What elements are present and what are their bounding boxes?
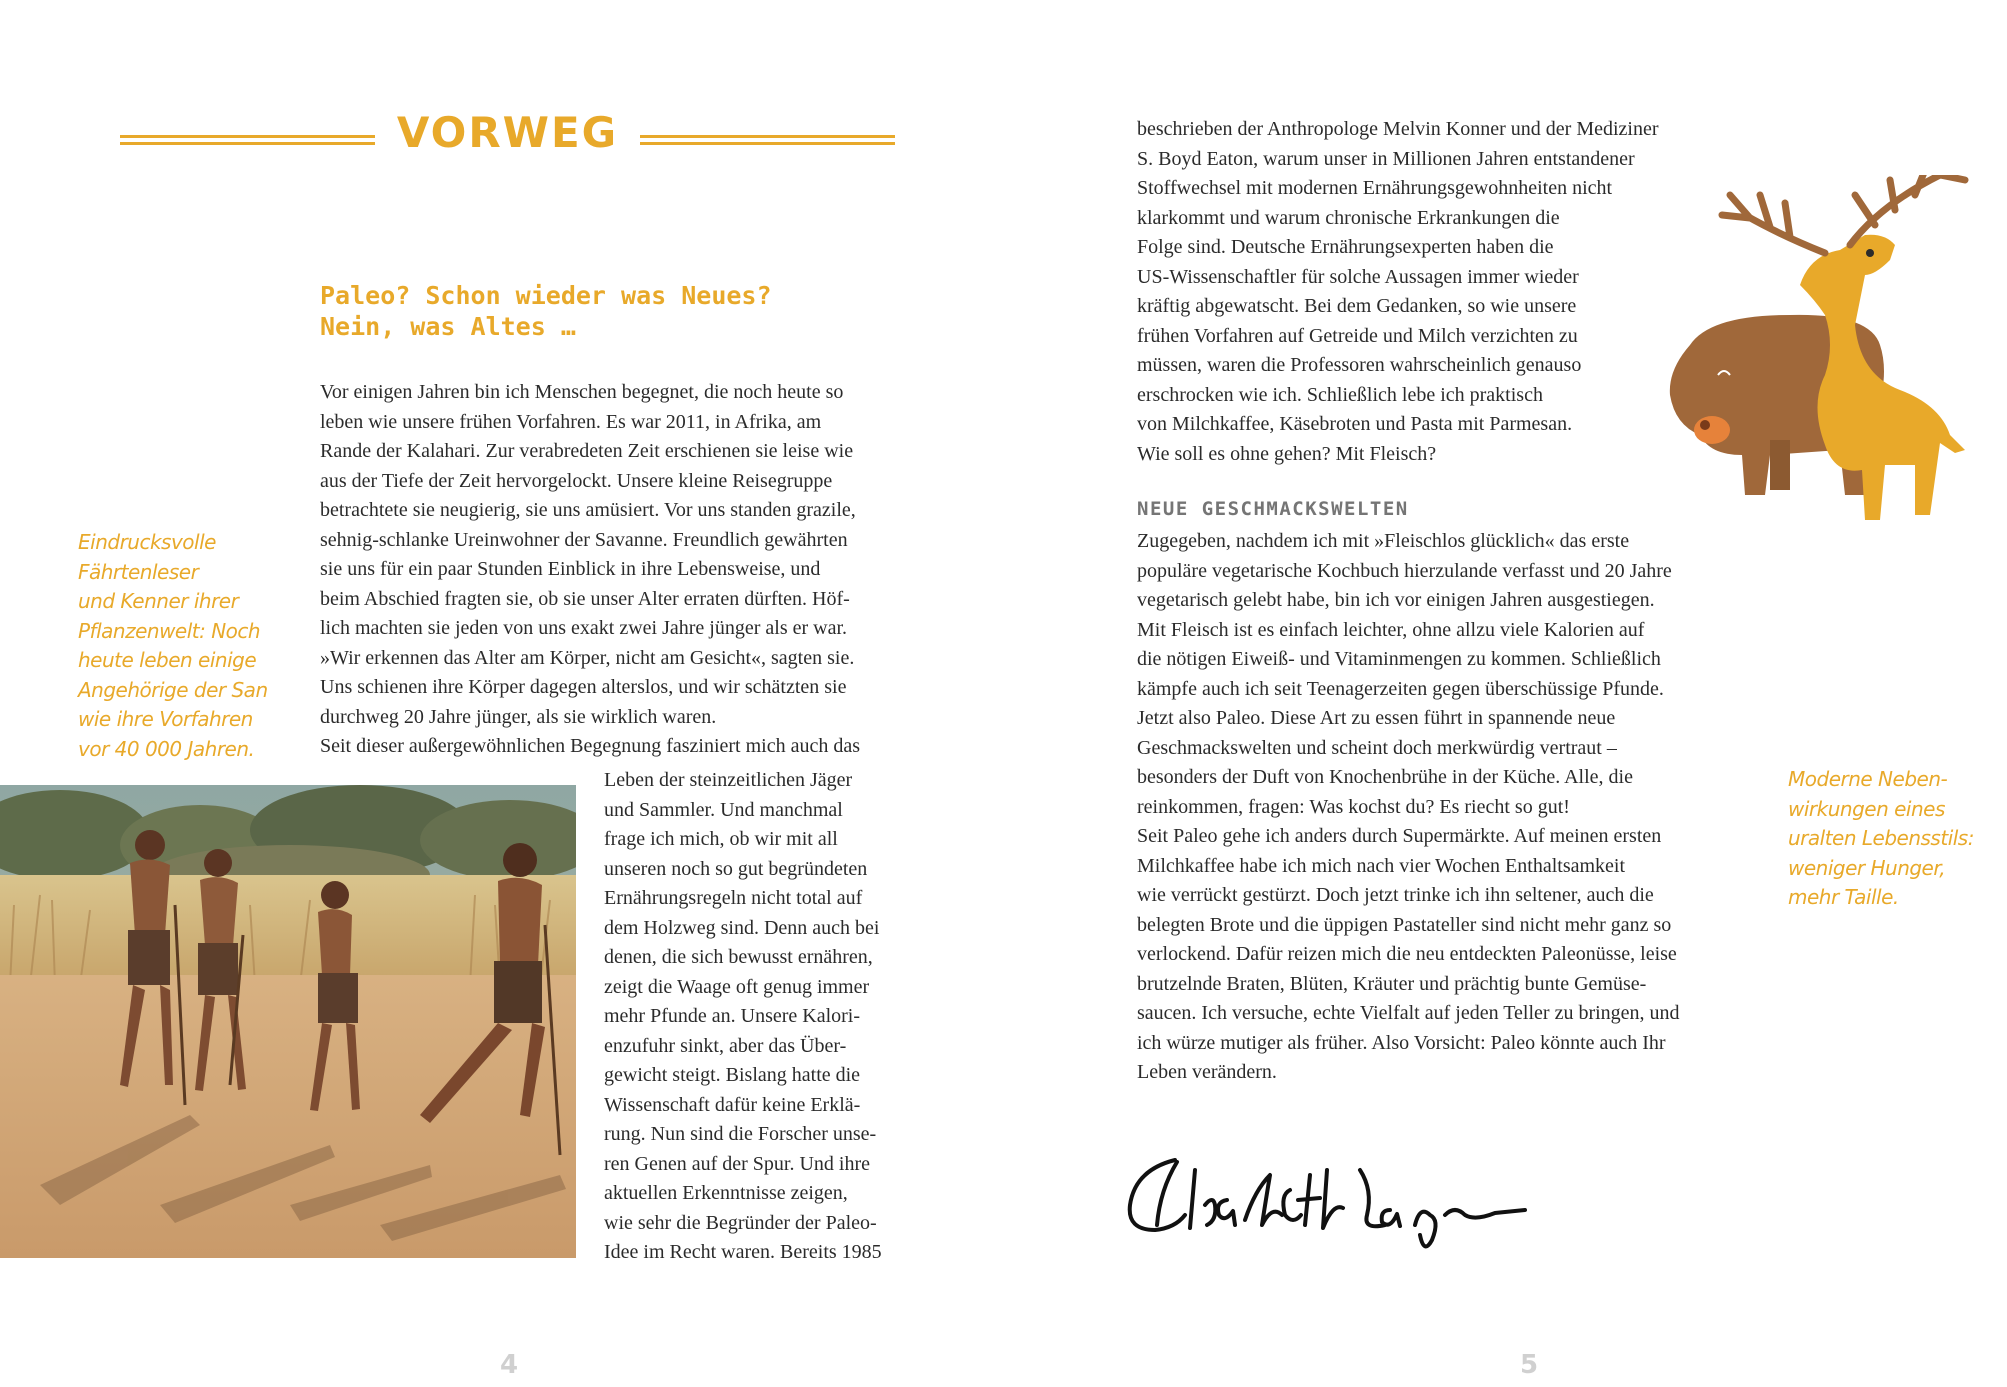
body-text-left-top (320, 378, 900, 762)
note-line: Pflanzenwelt: Noch (78, 618, 261, 643)
text-line: wie verrückt gestürzt. Doch jetzt trinke ich ihn seltener, auch die (1137, 884, 1654, 906)
text-line: die nötigen Eiweiß- und Vitaminmengen zu kommen. Schließlich (1137, 648, 1661, 670)
text-line: Rande der Kalahari. Zur verabredeten Zeit erschienen sie leise wie (320, 440, 854, 462)
note-line: heute leben einige (78, 648, 257, 672)
note-line: uralten Lebensstils: (1788, 826, 1974, 850)
section-subhead (320, 280, 920, 342)
text-line: reinkommen, fragen: Was kochst du? Es riecht so gut! (1137, 795, 1570, 818)
text-line: besonders der Duft von Knochenbrühe in der Küche. Alle, die (1137, 766, 1633, 788)
text-line: verlockend. Dafür reizen mich die neu entdeckten Paleonüsse, leise (1137, 943, 1677, 965)
margin-note-right (1788, 765, 1988, 913)
text-line: denen, die sich bewusst ernähren, (604, 946, 873, 968)
text-line: Mit Fleisch ist es einfach leichter, ohne allzu viele Kalorien auf (1137, 618, 1645, 641)
left-page (0, 0, 1003, 1387)
text-line: klarkommt und warum chronische Erkrankungen die (1137, 206, 1560, 229)
text-line: und Sammler. Und manchmal (604, 798, 843, 821)
text-line: Geschmackswelten und scheint doch merkwürdig vertraut – (1137, 736, 1617, 759)
text-line: Seit Paleo gehe ich anders durch Supermärkte. Auf meinen ersten (1137, 825, 1662, 847)
text-line: durchweg 20 Jahre jünger, als sie wirklich waren. (320, 705, 717, 728)
note-line: Fährtenleser (78, 559, 199, 584)
text-line: betrachtete sie neugierig, sie uns amüsiert. Vor uns standen grazile, (320, 499, 856, 521)
text-line: Folge sind. Deutsche Ernährungsexperten haben die (1137, 236, 1554, 258)
text-line: erschrocken wie ich. Schließlich lebe ich praktisch (1137, 383, 1543, 406)
author-signature (1115, 1130, 1545, 1260)
text-line: Ernährungsregeln nicht total auf (604, 887, 863, 909)
text-line: Uns schienen ihre Körper dagegen alterslos, und wir schätzten sie (320, 676, 847, 698)
subhead-line-1: Paleo? Schon wieder was Neues? (320, 281, 772, 310)
text-line: kämpfe auch ich seit Teenagerzeiten gegen überschüssige Pfunde. (1137, 677, 1664, 700)
text-line: enzufuhr sinkt, aber das Über- (604, 1034, 847, 1057)
page-number-left: 4 (500, 1350, 519, 1380)
text-line: Vor einigen Jahren bin ich Menschen begegnet, die noch heute so (320, 381, 844, 403)
text-line: Jetzt also Paleo. Diese Art zu essen führt in spannende neue (1137, 707, 1616, 729)
text-line: Idee im Recht waren. Bereits 1985 (604, 1241, 882, 1263)
note-line: wirkungen eines (1788, 796, 1945, 821)
text-line: kräftig abgewatscht. Bei dem Gedanken, so wie unsere (1137, 295, 1577, 317)
text-line: unseren noch so gut begründeten (604, 857, 868, 880)
text-line: US-Wissenschaftler für solche Aussagen immer wieder (1137, 265, 1579, 288)
text-line: Wissenschaft dafür keine Erklä- (604, 1093, 861, 1116)
text-line: rung. Nun sind die Forscher unse- (604, 1123, 877, 1145)
text-line: müssen, waren die Professoren wahrscheinlich genauso (1137, 354, 1582, 376)
text-line: ren Genen auf der Spur. Und ihre (604, 1152, 871, 1175)
text-line: S. Boyd Eaton, warum unser in Millionen Jahren entstandener (1137, 147, 1635, 170)
text-line: vegetarisch gelebt habe, bin ich vor einigen Jahren ausgestiegen. (1137, 589, 1655, 611)
text-line: frage ich mich, ob wir mit all (604, 828, 838, 850)
body-text-right-bottom (1137, 527, 1737, 1088)
note-line: wie ihre Vorfahren (78, 707, 253, 731)
margin-note-left (78, 528, 278, 764)
text-line: belegten Brote und die üppigen Pastateller sind nicht mehr ganz so (1137, 913, 1672, 936)
bear-and-moose-illustration (1650, 175, 1980, 545)
body-text-left-bottom (604, 766, 904, 1268)
chapter-title: VORWEG (396, 108, 619, 157)
text-line: Milchkaffee habe ich mich nach vier Wochen Enthaltsamkeit (1137, 854, 1626, 877)
text-line: mehr Pfunde an. Unsere Kalori- (604, 1005, 861, 1027)
subhead-line-2: Nein, was Altes … (320, 312, 576, 341)
note-line: und Kenner ihrer (78, 589, 239, 613)
text-line: saucen. Ich versuche, echte Vielfalt auf jeden Teller zu bringen, und (1137, 1002, 1680, 1024)
text-line: ich würze mutiger als früher. Also Vorsicht: Paleo könnte auch Ihr (1137, 1031, 1666, 1054)
text-line: lich machten sie jeden von uns exakt zwei Jahre jünger als er war. (320, 617, 848, 639)
note-line: Eindrucksvolle (78, 530, 216, 554)
text-line: sehnig-schlanke Ureinwohner der Savanne. Freundlich gewährten (320, 528, 848, 551)
text-line: Wie soll es ohne gehen? Mit Fleisch? (1137, 442, 1437, 465)
header-rule-left (120, 135, 375, 145)
header-rule-right (640, 135, 895, 145)
text-line: wie sehr die Begründer der Paleo- (604, 1211, 877, 1234)
text-line: aktuellen Erkenntnisse zeigen, (604, 1182, 848, 1204)
note-line: mehr Taille. (1788, 885, 1899, 909)
note-line: vor 40 000 Jahren. (78, 736, 255, 761)
text-line: beim Abschied fragten sie, ob sie unser Alter erraten dürften. Höf- (320, 587, 850, 610)
text-line: beschrieben der Anthropologe Melvin Konner und der Mediziner (1137, 118, 1659, 140)
body-text-right-top (1137, 115, 1737, 469)
page-number-right: 5 (1520, 1350, 1539, 1380)
text-line: »Wir erkennen das Alter am Körper, nicht am Gesicht«, sagten sie. (320, 646, 855, 669)
text-line: zeigt die Waage oft genug immer (604, 975, 870, 998)
san-people-photo (0, 785, 576, 1258)
text-line: brutzelnde Braten, Blüten, Kräuter und prächtig bunte Gemüse- (1137, 972, 1647, 995)
text-line: leben wie unsere frühen Vorfahren. Es war 2011, in Afrika, am (320, 410, 822, 433)
text-line: dem Holzweg sind. Denn auch bei (604, 916, 880, 939)
text-line: gewicht steigt. Bislang hatte die (604, 1064, 861, 1086)
text-line: Stoffwechsel mit modernen Ernährungsgewohnheiten nicht (1137, 177, 1613, 199)
text-line: populäre vegetarische Kochbuch hierzulande verfasst und 20 Jahre (1137, 559, 1672, 582)
text-line: Leben der steinzeitlichen Jäger (604, 769, 853, 791)
note-line: Moderne Neben- (1788, 767, 1948, 791)
note-line: Angehörige der San (78, 677, 268, 702)
section-subhead-right: NEUE GESCHMACKSWELTEN (1137, 498, 1409, 520)
note-line: weniger Hunger, (1788, 855, 1946, 880)
text-line: von Milchkaffee, Käsebroten und Pasta mit Parmesan. (1137, 413, 1573, 435)
text-line: Seit dieser außergewöhnlichen Begegnung fasziniert mich auch das (320, 735, 861, 757)
text-line: Leben verändern. (1137, 1061, 1277, 1083)
text-line: sie uns für ein paar Stunden Einblick in ihre Lebensweise, und (320, 558, 821, 580)
text-line: Zugegeben, nachdem ich mit »Fleischlos glücklich« das erste (1137, 530, 1630, 552)
text-line: aus der Tiefe der Zeit hervorgelockt. Unsere kleine Reisegruppe (320, 469, 833, 492)
text-line: frühen Vorfahren auf Getreide und Milch verzichten zu (1137, 324, 1578, 347)
